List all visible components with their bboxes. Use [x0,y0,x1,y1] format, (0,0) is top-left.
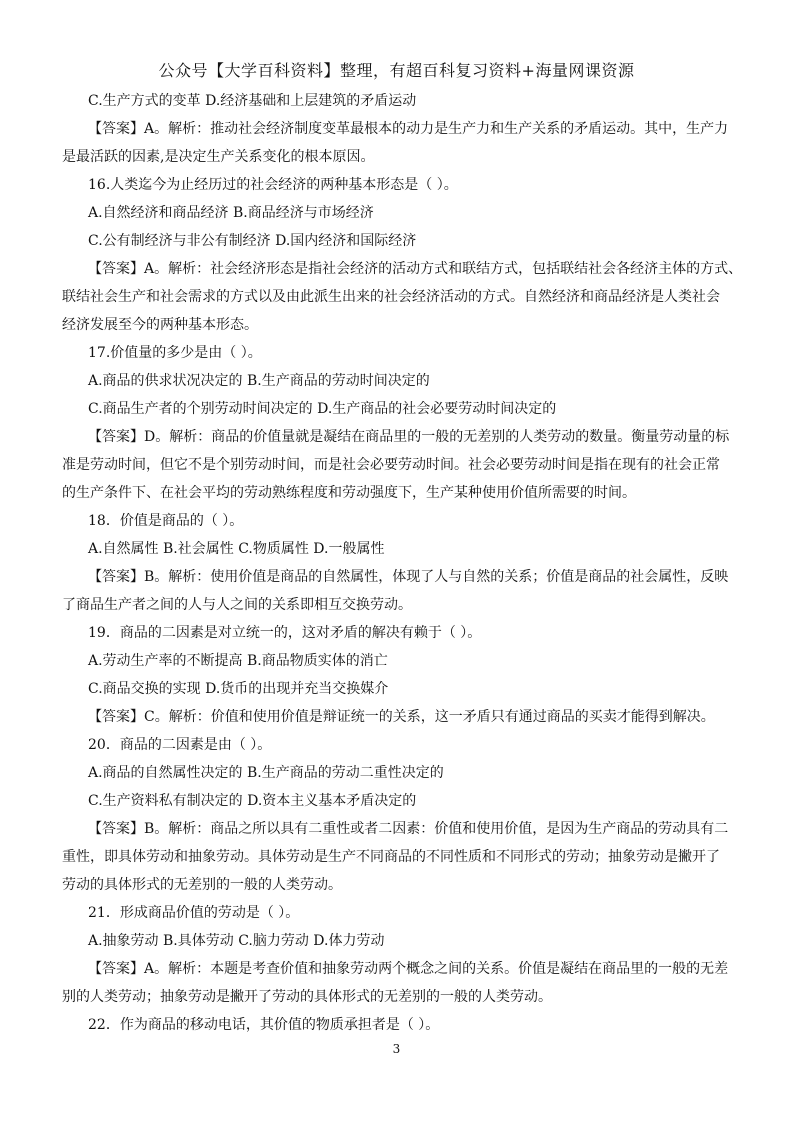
question-line: 19．商品的二因素是对立统一的，这对矛盾的解决有赖于（ ）。 [88,625,482,641]
question-line: 16.人类迄今为止经历过的社会经济的两种基本形态是（ ）。 [88,177,458,193]
answer-line: 【答案】B。解析：使用价值是商品的自然属性，体现了人与自然的关系；价值是商品的社会属性，反映 [88,569,729,585]
continuation-line: 别的人类劳动；抽象劳动是撇开了劳动的具体形式的无差别的一般的人类劳动。 [62,989,552,1005]
question-line: 22．作为商品的移动电话，其价值的物质承担者是（ ）。 [88,1017,440,1033]
page-header: 公众号【大学百科资料】整理，有超百科复习资料+海量网课资源 [158,61,635,80]
options-line: C.生产资料私有制决定的 D.资本主义基本矛盾决定的 [88,793,417,809]
continuation-line: 的生产条件下、在社会平均的劳动熟练程度和劳动强度下，生产某种使用价值所需要的时间。 [62,485,636,501]
options-line: C.商品交换的实现 D.货币的出现并充当交换媒介 [88,681,389,697]
options-line: A.劳动生产率的不断提高 B.商品物质实体的消亡 [88,653,388,669]
continuation-line: 是最活跃的因素,是决定生产关系变化的根本原因。 [62,149,375,165]
question-line: 21．形成商品价值的劳动是（ ）。 [88,905,300,921]
options-line: A.自然经济和商品经济 B.商品经济与市场经济 [88,205,374,221]
document-body [62,87,742,1039]
answer-line: 【答案】C。解析：价值和使用价值是辩证统一的关系，这一矛盾只有通过商品的买卖才能得到解决。 [88,709,715,725]
answer-line: 【答案】B。解析：商品之所以具有二重性或者二因素：价值和使用价值，是因为生产商品的劳动具有二 [88,821,729,837]
question-line: 18．价值是商品的（ ）。 [88,513,244,529]
page-number: 3 [392,1042,401,1056]
question-line: 20．商品的二因素是由（ ）。 [88,737,272,753]
options-line: A.自然属性 B.社会属性 C.物质属性 D.一般属性 [88,541,385,557]
answer-line: 【答案】A。解析：推动社会经济制度变革最根本的动力是生产力和生产关系的矛盾运动。其中，生产力 [88,121,729,137]
question-line: 17.价值量的多少是由（ ）。 [88,345,262,361]
continuation-line: 劳动的具体形式的无差别的一般的人类劳动。 [62,877,342,893]
answer-line: 【答案】A。解析：社会经济形态是指社会经济的活动方式和联结方式，包括联结社会各经济主体的方式、 [88,261,742,277]
options-line: A.抽象劳动 B.具体劳动 C.脑力劳动 D.体力劳动 [88,933,385,949]
answer-line: 【答案】D。解析：商品的价值量就是凝结在商品里的一般的无差别的人类劳动的数量。衡量劳动量的标 [88,429,730,445]
continuation-line: 联结社会生产和社会需求的方式以及由此派生出来的社会经济活动的方式。自然经济和商品经济是人类社会 [62,289,720,305]
continuation-line: 经济发展至今的两种基本形态。 [62,317,258,333]
options-line: C.商品生产者的个别劳动时间决定的 D.生产商品的社会必要劳动时间决定的 [88,401,557,417]
answer-line: 【答案】A。解析：本题是考查价值和抽象劳动两个概念之间的关系。价值是凝结在商品里的一般的无差 [88,961,729,977]
options-line: C.生产方式的变革 D.经济基础和上层建筑的矛盾运动 [88,93,417,109]
continuation-line: 了商品生产者之间的人与人之间的关系即相互交换劳动。 [62,597,412,613]
continuation-line: 准是劳动时间，但它不是个别劳动时间，而是社会必要劳动时间。社会必要劳动时间是指在现有的社会正常 [62,457,720,473]
options-line: C.公有制经济与非公有制经济 D.国内经济和国际经济 [88,233,417,249]
options-line: A.商品的自然属性决定的 B.生产商品的劳动二重性决定的 [88,765,444,781]
continuation-line: 重性，即具体劳动和抽象劳动。具体劳动是生产不同商品的不同性质和不同形式的劳动；抽象劳动是撇开了 [62,849,720,865]
options-line: A.商品的供求状况决定的 B.生产商品的劳动时间决定的 [88,373,430,389]
